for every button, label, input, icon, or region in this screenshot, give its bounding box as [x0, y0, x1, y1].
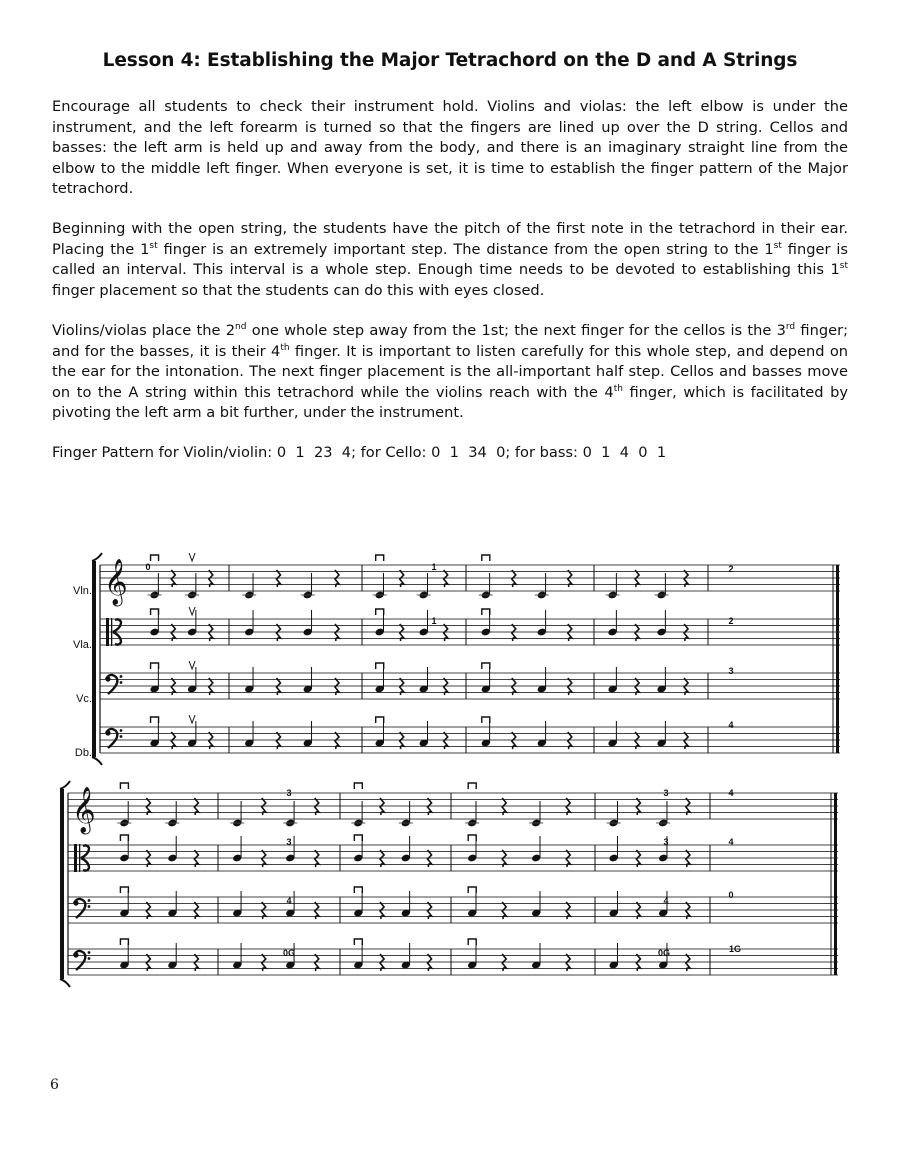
down-bow-mark: [376, 663, 384, 669]
quarter-rest: [209, 678, 213, 695]
quarter-rest: [335, 678, 339, 695]
fingering-mark: 4: [286, 896, 292, 906]
down-bow-mark: [468, 939, 476, 945]
text-segment: finger is an extremely important step. The distance from the open string to the 1: [157, 240, 774, 258]
superscript: th: [280, 342, 290, 353]
down-bow-mark: [120, 835, 128, 841]
up-bow-mark: [189, 715, 195, 723]
fingering-mark: 0G: [282, 948, 296, 958]
bass-clef: [120, 675, 123, 678]
quarter-rest: [635, 732, 639, 749]
quarter-rest: [686, 902, 690, 919]
alto-clef: [79, 844, 80, 872]
down-bow-mark: [151, 609, 159, 615]
bracket-hook: [60, 979, 70, 987]
quarter-rest: [194, 902, 198, 919]
down-bow-mark: [120, 783, 128, 789]
quarter-rest: [444, 678, 448, 695]
alto-clef: [111, 618, 112, 646]
bass-clef: [88, 951, 91, 954]
fingering-mark: 2: [728, 564, 734, 574]
fingering-mark: 3: [728, 666, 734, 676]
treble-clef: 𝄞: [104, 559, 128, 605]
quarter-rest: [686, 798, 690, 815]
fingering-mark: 3: [286, 837, 292, 847]
quarter-rest: [380, 954, 384, 971]
fingering-mark: 4: [728, 720, 734, 730]
quarter-rest: [636, 954, 640, 971]
quarter-rest: [171, 624, 175, 641]
down-bow-mark: [151, 555, 159, 561]
quarter-rest: [444, 570, 448, 587]
quarter-rest: [684, 732, 688, 749]
lesson-title: Lesson 4: Establishing the Major Tetrachord on the D and A Strings: [102, 50, 798, 71]
quarter-rest: [512, 570, 516, 587]
quarter-rest: [400, 732, 404, 749]
up-bow-mark: [189, 661, 195, 669]
down-bow-mark: [120, 887, 128, 893]
instrument-label-bass: Db.: [74, 747, 92, 759]
down-bow-mark: [151, 717, 159, 723]
down-bow-mark: [468, 887, 476, 893]
bass-clef: [120, 735, 123, 738]
quarter-rest: [636, 902, 640, 919]
bass-clef: [88, 905, 91, 908]
quarter-rest: [194, 798, 198, 815]
superscript: st: [149, 240, 158, 251]
quarter-rest: [636, 798, 640, 815]
quarter-rest: [635, 570, 639, 587]
alto-clef: [106, 618, 109, 646]
quarter-rest: [428, 850, 432, 867]
quarter-rest: [512, 624, 516, 641]
quarter-rest: [428, 798, 432, 815]
quarter-rest: [635, 678, 639, 695]
quarter-rest: [502, 902, 506, 919]
bass-clef: [105, 676, 110, 681]
quarter-rest: [400, 624, 404, 641]
down-bow-mark: [376, 609, 384, 615]
quarter-rest: [566, 798, 570, 815]
quarter-rest: [568, 624, 572, 641]
fingering-mark: 4: [728, 837, 734, 847]
system-bracket: [60, 789, 64, 979]
quarter-rest: [380, 798, 384, 815]
system-bracket: [92, 561, 96, 757]
final-barline-thick: [836, 565, 839, 753]
instrument-label-viola: Vla.: [73, 639, 92, 651]
text-segment: finger; and for the basses, it is their 4: [52, 322, 848, 360]
superscript: st: [773, 240, 782, 251]
quarter-rest: [512, 678, 516, 695]
quarter-rest: [684, 678, 688, 695]
down-bow-mark: [376, 717, 384, 723]
quarter-rest: [502, 850, 506, 867]
bracket-hook: [92, 553, 102, 561]
quarter-rest: [566, 902, 570, 919]
superscript: th: [613, 383, 623, 394]
text-segment: one whole step away from the 1st; the next finger for the cellos is the 3: [246, 322, 786, 339]
quarter-rest: [684, 570, 688, 587]
quarter-rest: [686, 954, 690, 971]
instrument-label-cello: Vc.: [76, 693, 92, 705]
quarter-rest: [276, 570, 280, 587]
text-segment: finger, which is facilitated by pivoting the left arm a bit further, under the instrument.: [52, 383, 848, 422]
quarter-rest: [444, 624, 448, 641]
bass-clef: [88, 957, 91, 960]
text-segment: Beginning with the open string, the students have the pitch of the first note in the tetrachord in their ear. Placing the 1: [52, 220, 848, 258]
instrument-label-violin: Vln.: [73, 585, 92, 597]
bracket-hook: [92, 757, 102, 765]
finger-pattern-line: Finger Pattern for Violin/violin: 0 1 23 4; for Cello: 0 1 34 0; for bass: 0 1 4 0 1: [52, 444, 667, 461]
bass-clef: [120, 681, 123, 684]
quarter-rest: [566, 850, 570, 867]
quarter-rest: [209, 732, 213, 749]
page-number: 6: [50, 1077, 59, 1093]
fingering-mark: 0: [145, 562, 151, 572]
bass-clef: [73, 952, 78, 957]
up-bow-mark: [189, 553, 195, 561]
final-barline-thick: [834, 793, 837, 975]
quarter-rest: [146, 850, 150, 867]
bass-clef: [120, 729, 123, 732]
quarter-rest: [262, 798, 266, 815]
quarter-rest: [171, 732, 175, 749]
quarter-rest: [380, 850, 384, 867]
quarter-rest: [568, 570, 572, 587]
bass-clef: [88, 899, 91, 902]
quarter-rest: [315, 798, 319, 815]
fingering-mark: 1: [431, 562, 437, 572]
fingering-mark: 2: [728, 616, 734, 626]
down-bow-mark: [354, 783, 362, 789]
quarter-rest: [335, 732, 339, 749]
quarter-rest: [315, 902, 319, 919]
bass-clef: [105, 730, 110, 735]
text-segment: Violins/violas place the 2: [52, 322, 236, 339]
down-bow-mark: [482, 555, 490, 561]
quarter-rest: [400, 570, 404, 587]
quarter-rest: [171, 678, 175, 695]
fingering-mark: 3: [663, 788, 669, 798]
quarter-rest: [209, 624, 213, 641]
quarter-rest: [146, 954, 150, 971]
bass-clef: [73, 900, 78, 905]
up-bow-mark: [189, 607, 195, 615]
quarter-rest: [262, 902, 266, 919]
quarter-rest: [315, 954, 319, 971]
down-bow-mark: [482, 663, 490, 669]
quarter-rest: [276, 624, 280, 641]
fingering-mark: 1: [431, 616, 437, 626]
fingering-mark: 3: [286, 788, 292, 798]
fingering-mark: 4: [728, 788, 734, 798]
superscript: st: [839, 261, 848, 272]
treble-clef: 𝄞: [72, 787, 96, 833]
superscript: rd: [785, 322, 796, 333]
quarter-rest: [335, 624, 339, 641]
quarter-rest: [444, 732, 448, 749]
down-bow-mark: [354, 835, 362, 841]
quarter-rest: [171, 570, 175, 587]
quarter-rest: [686, 850, 690, 867]
down-bow-mark: [468, 835, 476, 841]
quarter-rest: [335, 570, 339, 587]
down-bow-mark: [482, 609, 490, 615]
down-bow-mark: [354, 939, 362, 945]
quarter-rest: [194, 954, 198, 971]
text-segment: finger. It is important to listen carefully for this whole step, and depend on the ear for the intonation. The next finger placement is the all-important half step. Cellos and basses move on to the A string within this tetrachord while the violins reach with the 4: [52, 342, 848, 401]
quarter-rest: [635, 624, 639, 641]
quarter-rest: [502, 798, 506, 815]
quarter-rest: [380, 902, 384, 919]
fingering-mark: 4: [663, 896, 669, 906]
quarter-rest: [568, 678, 572, 695]
text-segment: finger is called an interval. This interval is a whole step. Enough time needs to be devoted to establishing this 1: [52, 240, 849, 279]
down-bow-mark: [468, 783, 476, 789]
down-bow-mark: [354, 887, 362, 893]
quarter-rest: [262, 850, 266, 867]
quarter-rest: [400, 678, 404, 695]
quarter-rest: [502, 954, 506, 971]
quarter-rest: [512, 732, 516, 749]
down-bow-mark: [120, 939, 128, 945]
superscript: nd: [235, 322, 247, 333]
down-bow-mark: [376, 555, 384, 561]
paragraph-instrument-hold: Encourage all students to check their instrument hold. Violins and violas: the left elbow is under the instrument, and the left forearm is turned so that the fingers are lined up over the D string. Cellos and basses: the left arm is held up and away from the body, and there is an imaginary straight line from the elbow to the middle left finger. When everyone is set, it is time to establish the finger pattern of the Major tetrachord.: [52, 98, 848, 198]
fingering-mark: 0G: [657, 948, 671, 958]
quarter-rest: [194, 850, 198, 867]
fingering-mark: 0: [728, 890, 734, 900]
quarter-rest: [209, 570, 213, 587]
bracket-hook: [60, 781, 70, 789]
quarter-rest: [568, 732, 572, 749]
text-segment: finger placement so that the students can do this with eyes closed.: [52, 281, 545, 299]
quarter-rest: [276, 678, 280, 695]
quarter-rest: [636, 850, 640, 867]
quarter-rest: [146, 798, 150, 815]
quarter-rest: [276, 732, 280, 749]
quarter-rest: [146, 902, 150, 919]
quarter-rest: [566, 954, 570, 971]
down-bow-mark: [151, 663, 159, 669]
down-bow-mark: [482, 717, 490, 723]
fingering-mark: 3: [663, 837, 669, 847]
quarter-rest: [428, 954, 432, 971]
quarter-rest: [262, 954, 266, 971]
fingering-mark: 1G: [728, 944, 742, 954]
quarter-rest: [684, 624, 688, 641]
score-layer: [60, 553, 840, 987]
alto-clef: [74, 844, 77, 872]
quarter-rest: [315, 850, 319, 867]
quarter-rest: [428, 902, 432, 919]
